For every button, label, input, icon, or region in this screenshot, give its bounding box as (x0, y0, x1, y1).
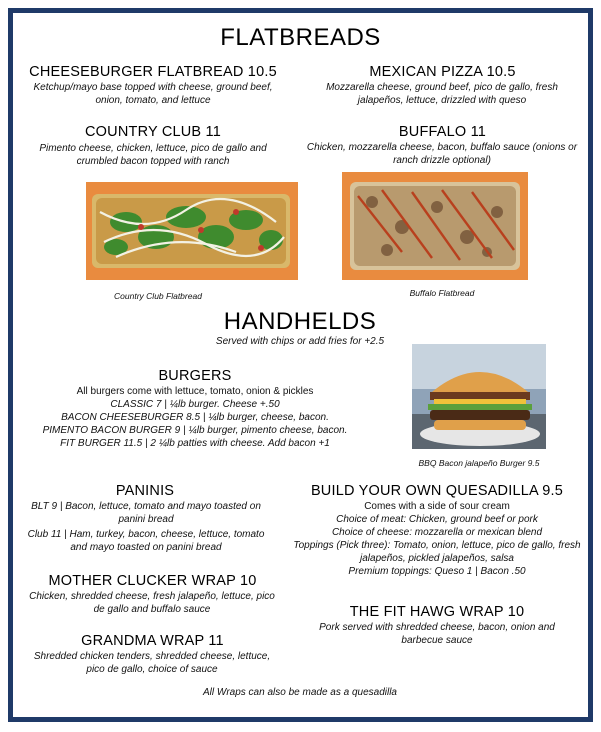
burger-caption: BBQ Bacon jalapeño Burger 9.5 (418, 458, 540, 468)
country-club-flatbread-photo (86, 182, 298, 280)
cheeseburger-flatbread-desc: Ketchup/mayo base topped with cheese, ground beef, onion, tomato, and lettuce (33, 82, 273, 106)
quesadilla-sour-cream: Comes with a side of sour cream (364, 501, 510, 512)
fit-hawg-name: THE FIT HAWG WRAP 10 (349, 604, 525, 620)
paninis-title: PANINIS (115, 483, 175, 499)
mexican-pizza-name: MEXICAN PIZZA 10.5 (369, 64, 516, 80)
burgers-title: BURGERS (158, 368, 232, 384)
fit-hawg-desc: Pork served with shredded cheese, bacon, onion and barbecue sauce (319, 622, 555, 646)
burgers-intro: All burgers come with lettuce, tomato, onion & pickles (76, 386, 314, 397)
wraps-footer-note: All Wraps can also be made as a quesadilla (203, 687, 397, 698)
burger-classic: CLASSIC 7 | ¼lb burger. Cheese +.50 (110, 399, 280, 410)
quesadilla-meat: Choice of meat: Chicken, ground beef or pork (336, 514, 538, 525)
buffalo-flatbread-photo (342, 172, 528, 280)
quesadilla-premium: Premium toppings: Queso 1 | Bacon .50 (348, 566, 526, 577)
panini-blt: BLT 9 | Bacon, lettuce, tomato and mayo toasted on panini bread (31, 501, 261, 525)
flatbreads-title: FLATBREADS (220, 24, 381, 51)
mother-clucker-desc: Chicken, shredded cheese, fresh jalapeño, lettuce, pico de gallo and buffalo sauce (29, 591, 275, 615)
handhelds-title: HANDHELDS (223, 308, 377, 335)
bbq-burger-photo (412, 344, 546, 449)
burger-fit: FIT BURGER 11.5 | 2 ¼lb patties with cheese. Add bacon +1 (60, 438, 330, 449)
cheeseburger-flatbread-name: CHEESEBURGER FLATBREAD 10.5 (29, 64, 277, 80)
mother-clucker-name: MOTHER CLUCKER WRAP 10 (48, 573, 257, 589)
quesadilla-toppings: Toppings (Pick three): Tomato, onion, lettuce, pico de gallo, fresh jalapeños, pickled jalapeños, salsa (293, 540, 581, 564)
grandma-wrap-desc: Shredded chicken tenders, shredded cheese, lettuce, pico de gallo, choice of sauce (33, 651, 271, 675)
grandma-wrap-name: GRANDMA WRAP 11 (81, 633, 224, 649)
country-club-caption: Country Club Flatbread (114, 291, 202, 301)
burger-bacon-cheeseburger: BACON CHEESEBURGER 8.5 | ¼lb burger, cheese, bacon. (61, 412, 329, 423)
buffalo-desc: Chicken, mozzarella cheese, bacon, buffalo sauce (onions or ranch drizzle optional) (306, 142, 578, 166)
country-club-desc: Pimento cheese, chicken, lettuce, pico de gallo and crumbled bacon topped with ranch (39, 143, 267, 167)
buffalo-caption: Buffalo Flatbread (409, 288, 475, 298)
quesadilla-title: BUILD YOUR OWN QUESADILLA 9.5 (310, 483, 564, 499)
panini-club: Club 11 | Ham, turkey, bacon, cheese, lettuce, tomato and mayo toasted on panini bread (27, 529, 265, 553)
burger-pimento-bacon: PIMENTO BACON BURGER 9 | ¼lb burger, pimento cheese, bacon. (42, 425, 348, 436)
handhelds-subtitle: Served with chips or add fries for +2.5 (215, 336, 385, 347)
buffalo-name: BUFFALO 11 (398, 124, 487, 140)
country-club-name: COUNTRY CLUB 11 (85, 124, 221, 140)
quesadilla-cheese: Choice of cheese: mozzarella or mexican blend (331, 527, 543, 538)
mexican-pizza-desc: Mozzarella cheese, ground beef, pico de gallo, fresh jalapeños, lettuce, drizzled with queso (326, 82, 558, 106)
